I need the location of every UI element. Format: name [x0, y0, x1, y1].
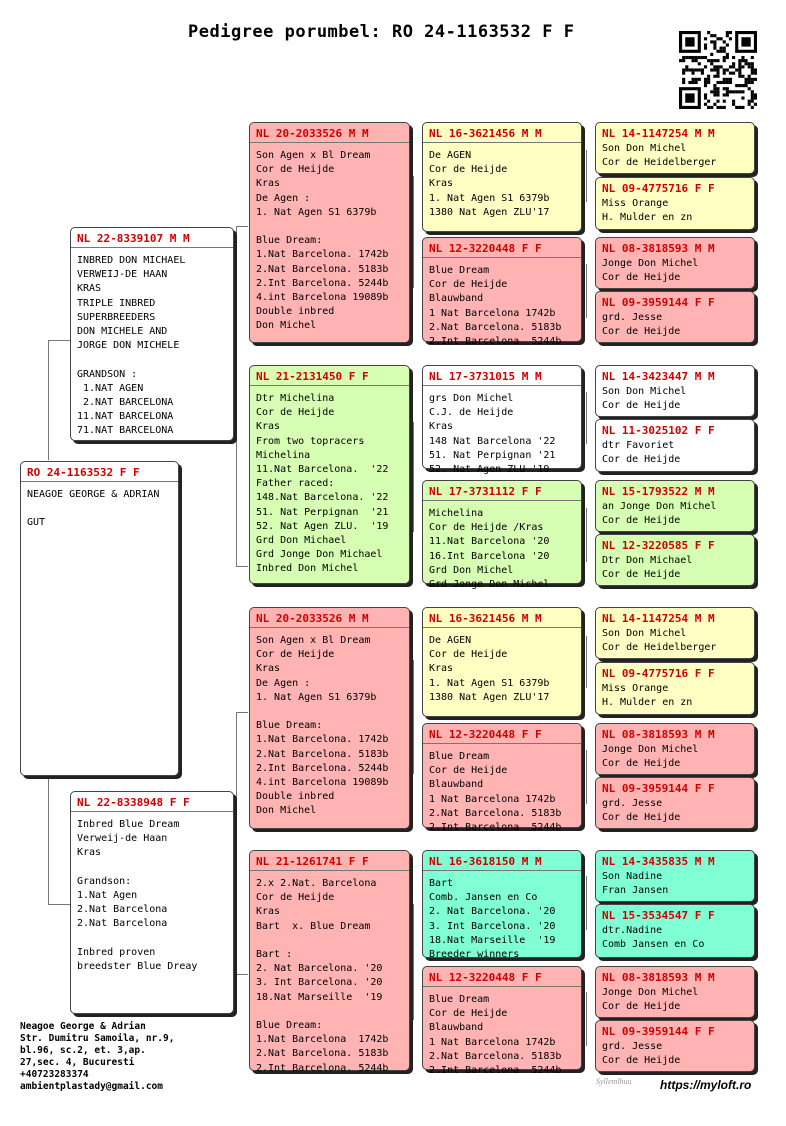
- gen4-card[interactable]: [595, 122, 755, 174]
- divider: [423, 627, 581, 628]
- pigeon-details: Blue Dream Cor de Heijde Blauwband 1 Nat Barcelona 1742b 2.Nat Barcelona. 5183b 2.Int Barcelona 5244b: [429, 265, 562, 348]
- owner-contact: Neagoe George & Adrian Str. Dumitru Samoila, nr.9, bl.96, sc.2, et. 3,ap. 27,sec. 4, Bucuresti +40723283374 ambientplastady@gmail.com: [20, 1021, 175, 1092]
- ring-number: NL 21-2131450 F F: [256, 370, 369, 383]
- pigeon-details: Inbred Blue Dream Verweij-de Haan Kras Grandson: 1.Nat Agen 2.Nat Barcelona 2.Nat Barcelona Inbred proven breedster Blue Dreay: [77, 819, 198, 973]
- pigeon-details: Dtr Michelina Cor de Heijde Kras From two topracers Michelina 11.Nat Barcelona. '22 Father raced: 148.Nat Barcelona. '22 51. Nat Perpignan '21 52. Nat Agen ZLU. '19 Grd Don Michael Grd Jonge Don Michael Inbred Don Michel: [256, 393, 389, 575]
- connector-line: [586, 264, 587, 318]
- grandparent-card[interactable]: [249, 607, 410, 829]
- ring-number: NL 14-1147254 M M: [602, 127, 715, 140]
- subject-pigeon-card[interactable]: [20, 461, 179, 776]
- pigeon-details: De AGEN Cor de Heijde Kras 1. Nat Agen S1 6379b 1380 Nat Agen ZLU'17: [429, 635, 550, 703]
- ring-number: NL 17-3731015 M M: [429, 370, 542, 383]
- pigeon-details: Son Don Michel Cor de Heijde: [602, 386, 687, 412]
- great-grandparent-card[interactable]: [422, 365, 582, 476]
- divider: [21, 481, 178, 482]
- connector-line: [236, 566, 248, 567]
- ring-number: NL 16-3618150 M M: [429, 855, 542, 868]
- ring-number: NL 09-4775716 F F: [602, 182, 715, 195]
- gen4-card[interactable]: [595, 177, 755, 230]
- pigeon-details: grd. Jesse Cor de Heijde: [602, 1041, 681, 1067]
- connector-line: [236, 226, 248, 227]
- pigeon-details: Miss Orange H. Mulder en zn: [602, 198, 693, 224]
- ring-number: NL 08-3818593 M M: [602, 728, 715, 741]
- pigeon-details: dtr.Nadine Comb Jansen en Co: [602, 925, 705, 951]
- pigeon-details: Dtr Don Michael Cor de Heijde: [602, 555, 693, 581]
- ring-number: NL 12-3220585 F F: [602, 539, 715, 552]
- connector-line: [236, 712, 237, 974]
- qr-code: [679, 31, 757, 109]
- pigeon-details: 2.x 2.Nat. Barcelona Cor de Heijde Kras Bart x. Blue Dream Bart : 2. Nat Barcelona. '20 3. Int Barcelona. '20 18.Nat Marseille '19 Blue Dream: 1.Nat Barcelona 1742b 2.Nat Barcelona. 5183b 2.Int Barcelona. 5244b: [256, 878, 389, 1074]
- gen4-card[interactable]: [595, 723, 755, 775]
- gen4-card[interactable]: [595, 534, 755, 586]
- grandparent-card[interactable]: [249, 122, 410, 343]
- connector-line: [586, 150, 587, 202]
- divider: [71, 811, 233, 812]
- ring-number: NL 14-3423447 M M: [602, 370, 715, 383]
- divider: [423, 500, 581, 501]
- gen4-card[interactable]: [595, 237, 755, 289]
- grandparent-card[interactable]: [249, 850, 410, 1074]
- ring-number: NL 09-3959144 F F: [602, 296, 715, 309]
- ring-number: NL 12-3220448 F F: [429, 242, 542, 255]
- connector-line: [236, 974, 248, 975]
- gen4-card[interactable]: [595, 777, 755, 829]
- pigeon-details: De AGEN Cor de Heijde Kras 1. Nat Agen S1 6379b 1380 Nat Agen ZLU'17: [429, 150, 550, 218]
- connector-line: [586, 992, 587, 1046]
- connector-line: [48, 340, 70, 341]
- pigeon-details: an Jonge Don Michel Cor de Heijde: [602, 501, 717, 527]
- divider: [423, 385, 581, 386]
- connector-line: [413, 904, 414, 1020]
- gen4-card[interactable]: [595, 480, 755, 532]
- grandparent-card[interactable]: [249, 365, 410, 584]
- ring-number: NL 09-3959144 F F: [602, 782, 715, 795]
- ring-number: NL 09-3959144 F F: [602, 1025, 715, 1038]
- pigeon-details: Blue Dream Cor de Heijde Blauwband 1 Nat Barcelona 1742b 2.Nat Barcelona. 5183b 2.Int Barcelona 5244b: [429, 751, 562, 834]
- gen4-card[interactable]: [595, 291, 755, 343]
- pigeon-details: Bart Comb. Jansen en Co 2. Nat Barcelona. '20 3. Int Barcelona. '20 18.Nat Marseille '19 Breeder winners: [429, 878, 556, 961]
- connector-line: [413, 422, 414, 532]
- gen4-card[interactable]: [595, 419, 755, 472]
- ring-number: NL 22-8339107 M M: [77, 232, 190, 245]
- gen4-card[interactable]: [595, 904, 755, 958]
- ring-number: NL 12-3220448 F F: [429, 971, 542, 984]
- pigeon-details: Blue Dream Cor de Heijde Blauwband 1 Nat Barcelona 1742b 2.Nat Barcelona. 5183b 2.Int Barcelona 5244b: [429, 994, 562, 1077]
- divider: [423, 986, 581, 987]
- gen4-card[interactable]: [595, 365, 755, 417]
- connector-line: [586, 508, 587, 562]
- pigeon-details: dtr Favoriet Cor de Heijde: [602, 440, 681, 466]
- pigeon-details: NEAGOE GEORGE & ADRIAN GUT: [27, 489, 160, 529]
- dam-card[interactable]: [70, 791, 234, 1014]
- great-grandparent-card[interactable]: [422, 122, 582, 232]
- great-grandparent-card[interactable]: [422, 237, 582, 348]
- divider: [250, 870, 409, 871]
- divider: [250, 142, 409, 143]
- ring-number: NL 12-3220448 F F: [429, 728, 542, 741]
- divider: [250, 627, 409, 628]
- ring-number: NL 08-3818593 M M: [602, 242, 715, 255]
- ring-number: NL 08-3818593 M M: [602, 971, 715, 984]
- pigeon-details: Jonge Don Michel Cor de Heijde: [602, 258, 699, 284]
- pigeon-details: Jonge Don Michel Cor de Heijde: [602, 987, 699, 1013]
- great-grandparent-card[interactable]: [422, 723, 582, 834]
- pigeon-details: Jonge Don Michel Cor de Heijde: [602, 744, 699, 770]
- pigeon-details: Son Agen x Bl Dream Cor de Heijde Kras De Agen : 1. Nat Agen S1 6379b Blue Dream: 1.Nat Barcelona. 1742b 2.Nat Barcelona. 5183b 2.Int Barcelona. 5244b 4.int Barcelona 19089b Double inbred Don Michel: [256, 150, 389, 332]
- pigeon-details: INBRED DON MICHAEL VERWEIJ-DE HAAN KRAS TRIPLE INBRED SUPERBREEDERS DON MICHELE AND JORGE DON MICHELE GRANDSON : 1.NAT AGEN 2.NAT BARCELONA 11.NAT BARCELONA 71.NAT BARCELONA: [77, 255, 186, 437]
- gen4-card[interactable]: [595, 607, 755, 659]
- sire-card[interactable]: [70, 227, 234, 441]
- pigeon-details: grd. Jesse Cor de Heijde: [602, 312, 681, 338]
- divider: [71, 247, 233, 248]
- pigeon-details: grs Don Michel C.J. de Heijde Kras 148 Nat Barcelona '22 51. Nat Perpignan '21 52. Nat Agen ZLU '19: [429, 393, 556, 476]
- great-grandparent-card[interactable]: [422, 607, 582, 717]
- divider: [250, 385, 409, 386]
- ring-number: NL 16-3621456 M M: [429, 127, 542, 140]
- ring-number: NL 20-2033526 M M: [256, 127, 369, 140]
- pigeon-details: Son Don Michel Cor de Heidelberger: [602, 628, 717, 654]
- pigeon-details: Son Nadine Fran Jansen: [602, 871, 669, 897]
- connector-line: [413, 176, 414, 288]
- connector-line: [48, 904, 70, 905]
- connector-line: [586, 750, 587, 804]
- pigeon-details: grd. Jesse Cor de Heijde: [602, 798, 681, 824]
- gen4-card[interactable]: [595, 1020, 755, 1072]
- connector-line: [48, 777, 49, 904]
- divider: [423, 257, 581, 258]
- ring-number: NL 15-3534547 F F: [602, 909, 715, 922]
- great-grandparent-card[interactable]: [422, 850, 582, 961]
- pigeon-details: Miss Orange H. Mulder en zn: [602, 683, 693, 709]
- pigeon-details: Son Agen x Bl Dream Cor de Heijde Kras De Agen : 1. Nat Agen S1 6379b Blue Dream: 1.Nat Barcelona. 1742b 2.Nat Barcelona. 5183b 2.Int Barcelona. 5244b 4.int Barcelona 19089b Double inbred Don Michel: [256, 635, 389, 817]
- great-grandparent-card[interactable]: [422, 480, 582, 591]
- signature: Syllemlhuu: [596, 1077, 632, 1086]
- page-title: Pedigree porumbel: RO 24-1163532 F F: [188, 22, 575, 42]
- connector-line: [236, 712, 248, 713]
- gen4-card[interactable]: [595, 662, 755, 715]
- ring-number: NL 09-4775716 F F: [602, 667, 715, 680]
- connector-line: [586, 636, 587, 688]
- divider: [423, 142, 581, 143]
- connector-line: [586, 392, 587, 444]
- connector-line: [236, 226, 237, 566]
- ring-number: NL 11-3025102 F F: [602, 424, 715, 437]
- website-link[interactable]: https://myloft.ro: [660, 1078, 752, 1092]
- divider: [423, 743, 581, 744]
- ring-number: RO 24-1163532 F F: [27, 466, 140, 479]
- ring-number: NL 21-1261741 F F: [256, 855, 369, 868]
- ring-number: NL 22-8338948 F F: [77, 796, 190, 809]
- great-grandparent-card[interactable]: [422, 966, 582, 1077]
- pigeon-details: Michelina Cor de Heijde /Kras 11.Nat Barcelona '20 16.Int Barcelona '20 Grd Don Michel Grd Jonge Don Michel: [429, 508, 550, 591]
- divider: [423, 870, 581, 871]
- gen4-card[interactable]: [595, 850, 755, 902]
- connector-line: [586, 876, 587, 930]
- ring-number: NL 15-1793522 M M: [602, 485, 715, 498]
- ring-number: NL 20-2033526 M M: [256, 612, 369, 625]
- ring-number: NL 14-1147254 M M: [602, 612, 715, 625]
- gen4-card[interactable]: [595, 966, 755, 1018]
- connector-line: [413, 660, 414, 774]
- ring-number: NL 14-3435835 M M: [602, 855, 715, 868]
- connector-line: [48, 340, 49, 460]
- ring-number: NL 17-3731112 F F: [429, 485, 542, 498]
- pigeon-details: Son Don Michel Cor de Heidelberger: [602, 143, 717, 169]
- ring-number: NL 16-3621456 M M: [429, 612, 542, 625]
